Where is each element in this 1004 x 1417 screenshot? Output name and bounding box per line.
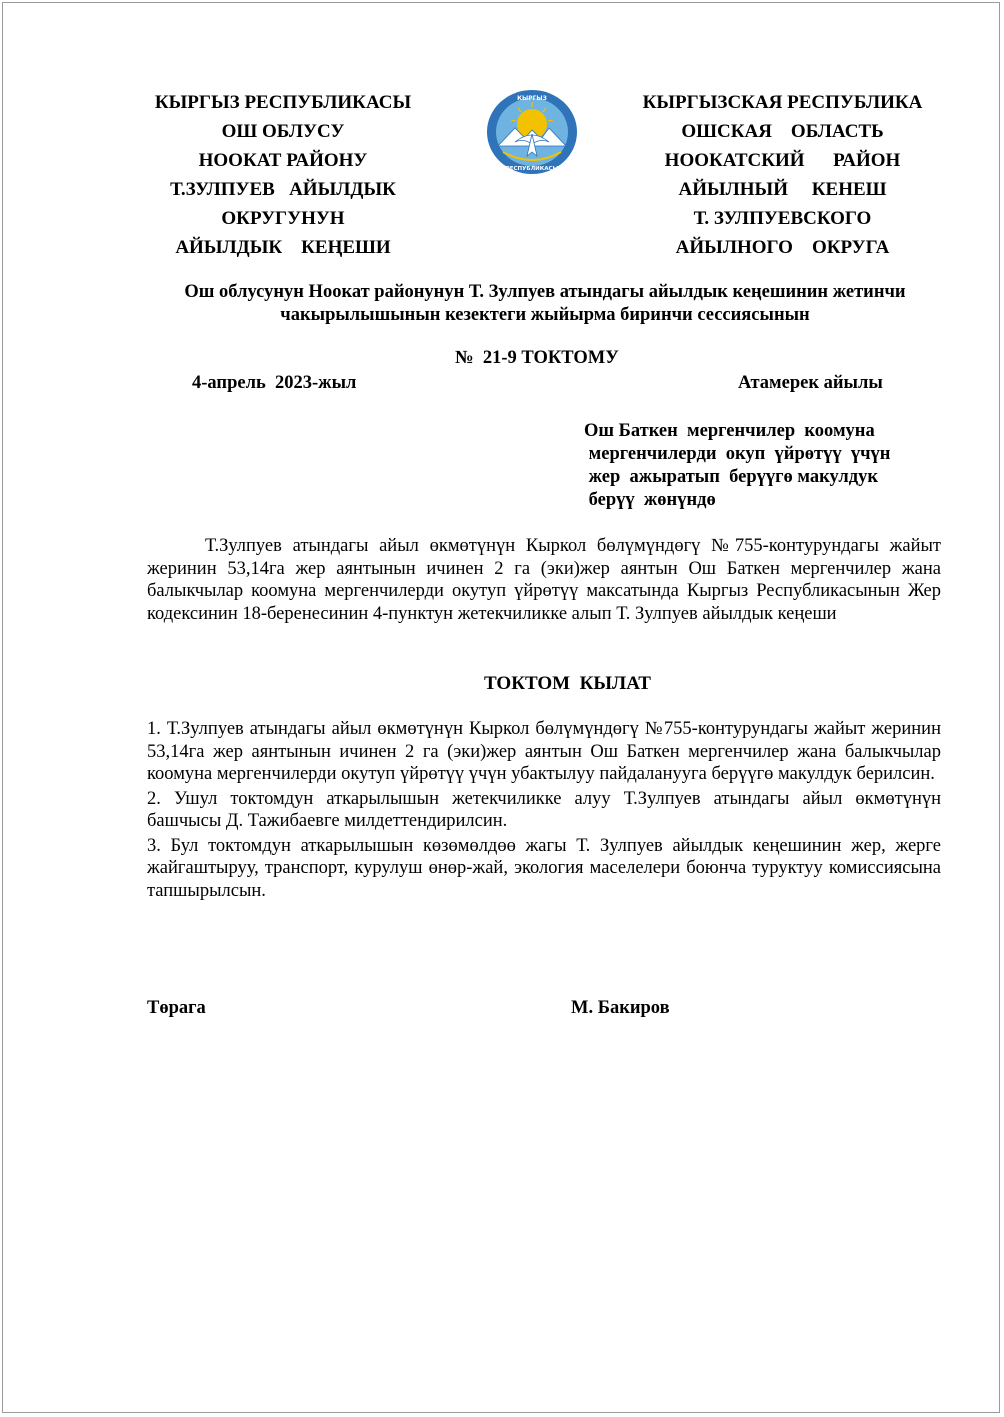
header-line: ОШ ОБЛУСУ [221,121,345,142]
subject-line: берүү жөнүндө [584,490,716,510]
decision-subject [584,420,944,512]
header-russian [610,88,955,262]
signer-name: М. Бакиров [571,998,670,1018]
decision-date: 4-апрель 2023-жыл [192,373,357,393]
header-line: ОШСКАЯ ОБЛАСТЬ [681,121,884,142]
header-line: АЙЫЛДЫК КЕҢЕШИ [175,237,391,258]
emblem-text-top: КЫРГЫЗ [517,95,547,102]
kyrgyz-state-emblem-icon [485,88,579,176]
decision-place: Атамерек айылы [738,373,883,393]
resolution-item: 3. Бул токтомдун аткарылышын көзөмөлдөө жагы Т. Зулпуев айылдык кеңешинин жер, жерге жайгаштыруу, транспорт, курулуш өнөр-жай, экология маселелери боюнча туруктуу комиссиясына тапшырылсын. [147,835,941,901]
header-line: Т. ЗУЛПУЕВСКОГО [693,208,872,229]
emblem-text-bottom: РЕСПУБЛИКАСЫ [505,166,559,172]
header-line: НООКАТ РАЙОНУ [198,150,368,171]
resolution-item: 1. Т.Зулпуев атындагы айыл өкмөтүнүн Кыркол бөлүмүндөгү №755-контурундагы жайыт жеринин 53,14га жер аянтынын ичинен 2 га (эки)жер аянтын Ош Баткен мергенчилер жана балыкчылар коомуна мергенчилерди окутуп үйрөтүү үчүн убактылуу пайдаланууга берүүгө макулдук берилсин. [147,719,941,784]
header-line: Т.ЗУЛПУЕВ АЙЫЛДЫК [170,179,396,200]
header-line: АЙЫЛНЫЙ КЕНЕШ [678,179,887,200]
signer-role: Төрага [147,998,206,1018]
resolve-heading: ТОКТОМ КЫЛАТ [484,673,651,694]
resolution-item: 2. Ушул токтомдун аткарылышын жетекчиликке алуу Т.Зулпуев атындагы айыл өкмөтүнүн башчысы Д. Тажибаевге милдеттендирилсин. [147,788,941,831]
subject-line: жер ажыратып берүүгө макулдук [584,467,878,487]
header-line: АЙЫЛНОГО ОКРУГА [675,237,890,258]
subject-line: мергенчилерди окуп үйрөтүү үчүн [584,444,891,464]
header-line: КЫРГЫЗ РЕСПУБЛИКАСЫ [154,92,412,113]
header-line: КЫРГЫЗСКАЯ РЕСПУБЛИКА [642,92,923,113]
resolution-items [147,718,941,904]
header-line: ОКРУГУНУН [221,208,345,229]
header-kyrgyz [128,88,438,262]
session-title: Ош облусунун Ноокат районунун Т. Зулпуев атындагы айылдык кеңешинин жетинчи чакырылышынын кезектеги жыйырма биринчи сессиясынын [184,282,906,325]
intro-paragraph: Т.Зулпуев атындагы айыл өкмөтүнүн Кыркол бөлүмүндөгү №755-контурундагы жайыт жеринин 53,14га жер аянтынын ичинен 2 га (эки)жер аянтын Ош Баткен мергенчилер жана балыкчылар коомуна мергенчилерди окутуп үйрөтүү максатында Кыргыз Республикасынын Жер кодексинин 18-беренесинин 4-пунктун жетекчиликке алып Т. Зулпуев айылдык кеңеши [147,536,941,624]
header-line: НООКАТСКИЙ РАЙОН [664,150,901,171]
subject-line: Ош Баткен мергенчилер коомуна [584,421,875,441]
decision-number: № 21-9 ТОКТОМУ [455,348,619,368]
